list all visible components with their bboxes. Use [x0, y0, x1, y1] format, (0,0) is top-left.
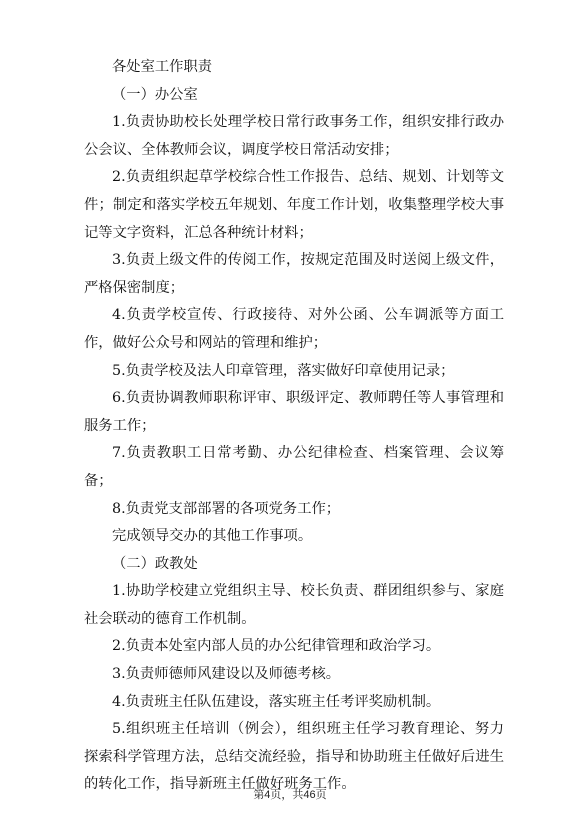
paragraph: 5.负责学校及法人印章管理，落实做好印章使用记录；: [112, 362, 455, 379]
paragraph: 4.负责学校宣传、行政接待、对外公函、公车调派等方面工作，做好公众号和网站的管理和维护；: [84, 307, 504, 351]
doc-title: 各处室工作职责: [112, 59, 213, 75]
paragraph: 8.负责党支部部署的各项党务工作；: [112, 500, 341, 517]
paragraph: 6.负责协调教师职称评审、职级评定、教师聘任等人事管理和服务工作；: [84, 390, 504, 434]
paragraph: 3.负责师德师风建设以及师德考核。: [112, 666, 341, 683]
paragraph: 1.负责协助校长处理学校日常行政事务工作，组织安排行政办公会议、全体教师会议，调度学校日常活动安排；: [84, 114, 504, 158]
paragraph: 2.负责组织起草学校综合性工作报告、总结、规划、计划等文件；制定和落实学校五年规划、年度工作计划，收集整理学校大事记等文字资料，汇总各种统计材料；: [84, 169, 504, 241]
paragraph: 1.协助学校建立党组织主导、校长负责、群团组织参与、家庭社会联动的德育工作机制。: [84, 583, 504, 627]
paragraph: 3.负责上级文件的传阅工作，按规定范围及时送阅上级文件，严格保密制度；: [84, 252, 504, 296]
section-heading-political-education: （二）政教处: [112, 555, 198, 572]
paragraph: 5.组织班主任培训（例会），组织班主任学习教育理论、努力探索科学管理方法，总结交流经验，指导和协助班主任做好后进生的转化工作，指导新班主任做好班务工作。: [84, 721, 504, 793]
page-number: 第4页，共46页: [253, 789, 327, 801]
paragraph: 7.负责教职工日常考勤、办公纪律检查、档案管理、会议筹备；: [84, 445, 504, 489]
paragraph: 完成领导交办的其他工作事项。: [112, 528, 313, 545]
document-body: [84, 54, 504, 799]
paragraph: 2.负责本处室内部人员的办公纪律管理和政治学习。: [112, 638, 441, 655]
section-heading-office: （一）办公室: [112, 86, 198, 103]
paragraph: 4.负责班主任队伍建设，落实班主任考评奖励机制。: [112, 693, 441, 710]
